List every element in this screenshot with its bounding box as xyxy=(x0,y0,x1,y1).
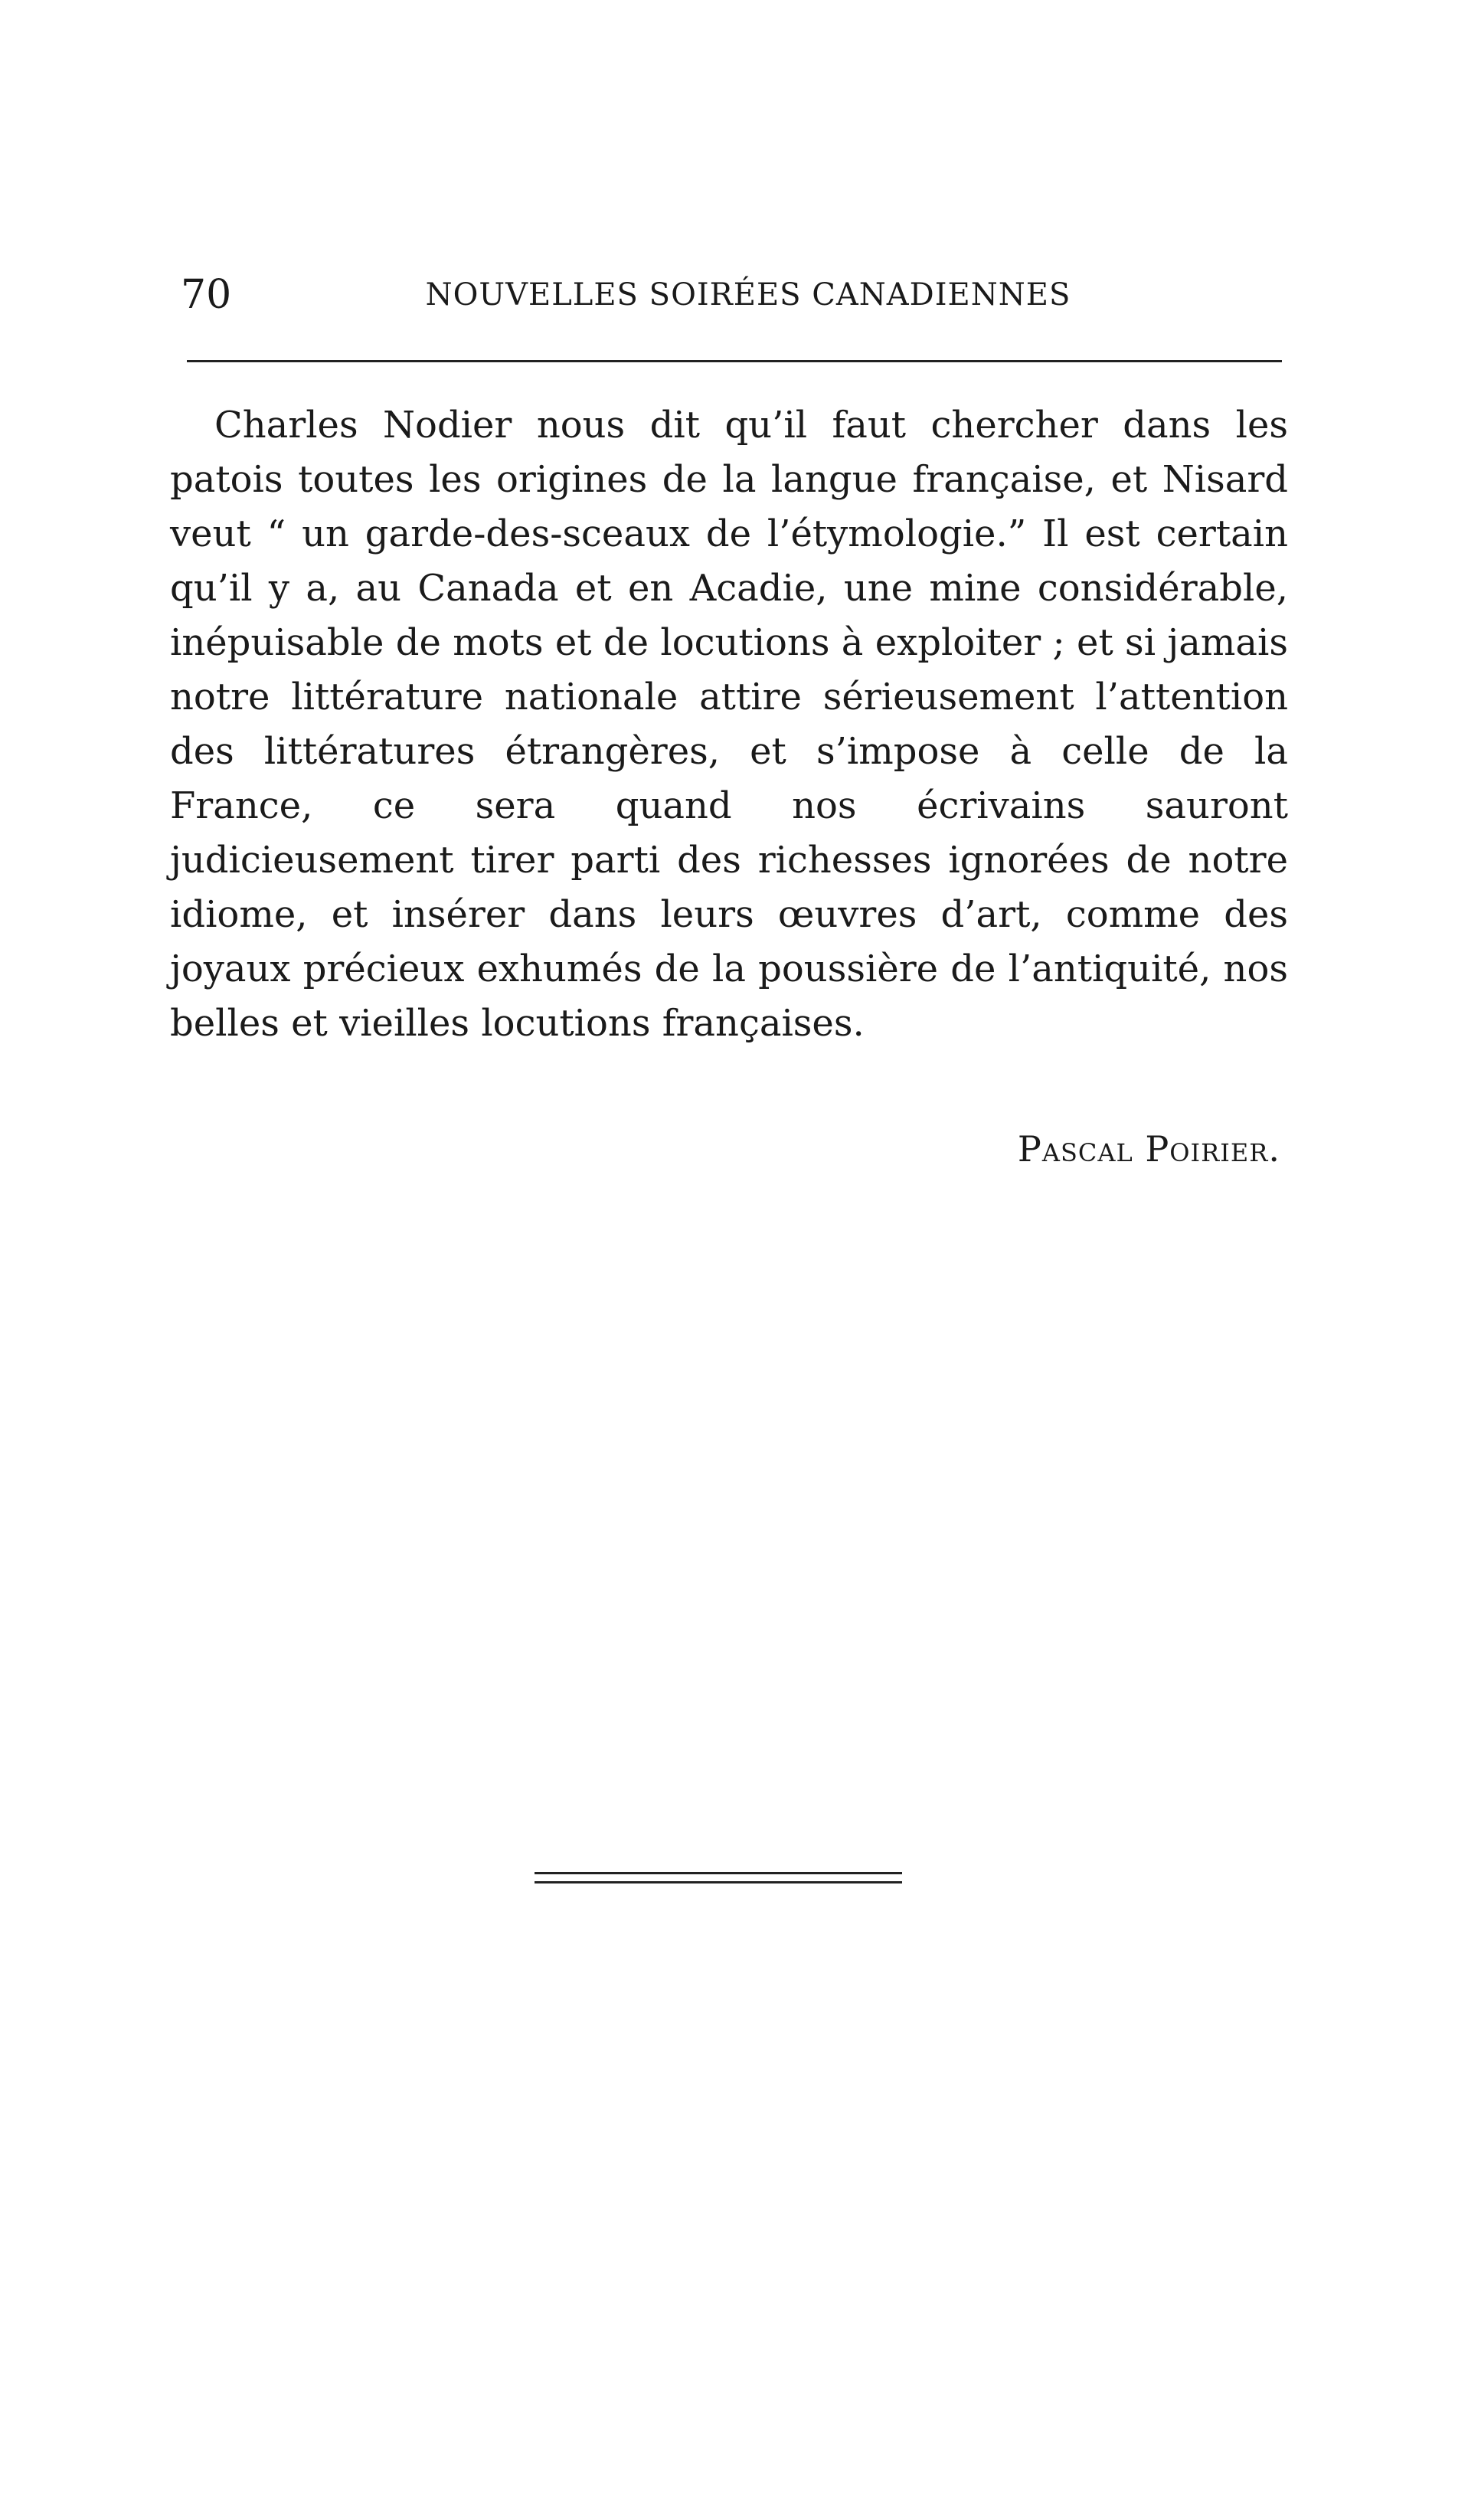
header-rule xyxy=(187,360,1282,362)
page-number: 70 xyxy=(181,272,232,318)
end-rule-bottom xyxy=(535,1881,902,1883)
running-title: NOUVELLES SOIRÉES CANADIENNES xyxy=(425,277,1071,313)
end-rule-top xyxy=(535,1872,902,1874)
author-signature: Pascal Poirier. xyxy=(1017,1128,1280,1170)
page-header xyxy=(181,264,1285,326)
body-paragraph: Charles Nodier nous dit qu’il faut chercher dans les patois toutes les origines de la langue française, et Nisard veut “ un garde-des-sceaux de l’étymologie.” Il est certain qu’il y a, au Canada et en Acadie, une mine considérable, inépuisable de mots et de locutions à exploiter ; et si jamais notre littérature nationale attire sérieusement l’attention des littératures étrangères, et s’impose à celle de la France, ce sera quand nos écrivains sauront judicieusement tirer parti des richesses ignorées de notre idiome, et insérer dans leurs œuvres d’art, comme des joyaux précieux exhumés de la poussière de l’antiquité, nos belles et vieilles locutions françaises. xyxy=(170,404,1288,1045)
